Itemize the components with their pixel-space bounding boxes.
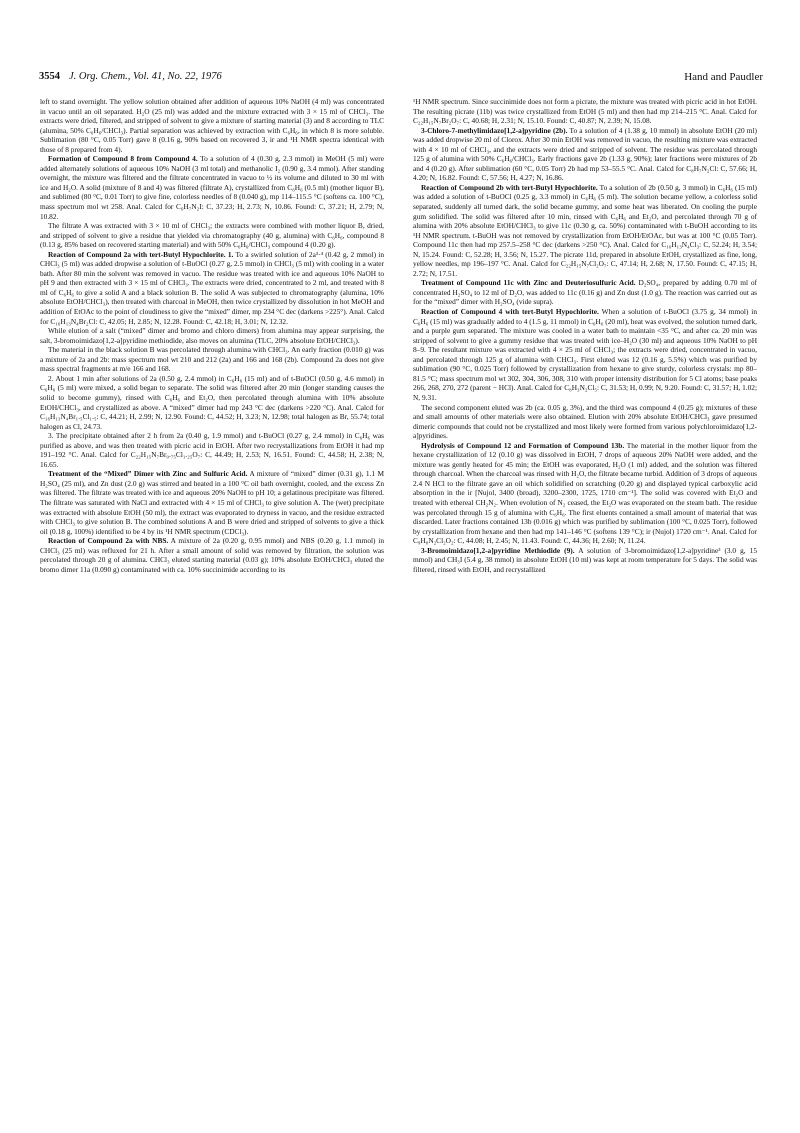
page-header	[39, 71, 763, 87]
paragraph-text: A solution of 3-bromoimidazo[1,2-a]pyridine³ (3.0 g, 15 mmol) and CH₃I (5.4 g, 38 mmol) in absolute EtOH (10 ml) was kept at room temperature for 5 days. The solid was filtered, rinsed with EtOH, and recrystallized	[413, 545, 757, 574]
paragraph-heading: Reaction of Compound 2b with tert-Butyl Hypochlorite.	[421, 182, 598, 192]
paragraph-text: While elution of a salt (“mixed” dimer and bromo and chloro dimers) from alumina may appear surprising, the salt, 3-bromoimidazo[1,2-a]pyridine methiodide, also moves on alumina (TLC, 20% absolute EtOH/CHCl₃).	[40, 326, 384, 345]
paragraph	[40, 250, 384, 326]
paragraph-text: The material in the black solution B was percolated through alumina with CHCl₃. An early fraction (0.010 g) was a mixture of 2a and 2b: mass spectrum mol wt 210 and 212 (2a) and 166 and 168 (2b). Compound 2a does not give mass spectral fragments at m/e 166 and 168.	[40, 345, 384, 374]
paragraph	[40, 97, 384, 154]
paragraph-heading: Treatment of the “Mixed” Dimer with Zinc and Sulfuric Acid.	[48, 469, 248, 479]
paragraph-text: To a solution of 4 (1.38 g, 10 mmol) in absolute EtOH (20 ml) was added dropwise 20 ml of Clorox. After 30 min EtOH was removed in vacuo, the resulting mixture was extracted with 4 × 10 ml of CHCl₃, and the extracts were dried and stripped of solvent. The residue was percolated through 125 g of alumina with 50% C₆H₆/CHCl₃. Early fractions gave 2b (1.33 g, 90%); later fractions were mixtures of 2b and 4 (0.20 g). After sublimation (60 °C, 0.05 Torr) 2b had mp 53–55.5 °C. Anal. Calcd for C₈H₇N₂Cl: C, 57.66; H, 4.20; N, 16.82. Found: C, 57.56; H, 4.27; N, 16.86.	[413, 125, 757, 183]
paragraph-heading: Hydrolysis of Compound 12 and Formation of Compound 13b.	[421, 440, 625, 450]
paragraph-text: 2. About 1 min after solutions of 2a (0.50 g, 2.4 mmol) in C₆H₆ (15 ml) and of t-BuOCl (0.50 g, 4.6 mmol) in C₆H₆ (5 ml) were mixed, a solid began to separate. The solid was filtered after 20 min (longer standing causes the solid to become gummy), rinsed with C₆H₆ and Et₂O, then percolated through alumina with 10% absolute EtOH/CHCl₃, and crystallized as above. A “mixed” dimer had mp 243 °C dec (darkens >220 °C). Anal. Calcd for C₁₆H₁₃N₄Br₁.₅Cl₁.₅: C, 44.21; H, 2.99; N, 12.90. Found: C, 44.52; H, 3.23; N, 12.98; total halogen as Br, 55.74; total halogen as Cl, 24.73.	[40, 373, 384, 431]
paragraph	[413, 441, 757, 546]
left-column	[40, 97, 384, 1107]
paragraph	[40, 374, 384, 431]
paragraph-text: A mixture of “mixed” dimer (0.31 g), 1.1 M H₂SO₄ (25 ml), and Zn dust (2.0 g) was stirred and heated in a 100 °C oil bath overnight, cooled, and the excess Zn was filtered. The filtrate was treated with ice and aqueous 20% NaOH to pH 10; a gelatinous precipitate was filtered. The filtrate was saturated with NaCl and extracted with 4 × 15 ml of CHCl₃ to give solution A. The (wet) precipitate was extracted with absolute EtOH (50 ml), the extract was evaporated to dryness in vacuo, and the residue extracted with CHCl₃ to give solution B. The combined solutions A and B were dried and stripped of solvents to give a thick oil (0.18 g, 100%) identified to be 4 by its ¹H NMR spectrum (CDCl₃).	[40, 469, 384, 536]
paragraph-text: The second component eluted was 2b (ca. 0.05 g, 3%), and the third was compound 4 (0.25 g); mixtures of these and small amounts of other materials were also obtained. Elution with 20% absolute EtOH/CHCl₃ gave presumed dimeric compounds that could not be crystallized and most likely were formed from various polychloroimidazo[1,2-a]pyridines.	[413, 402, 757, 441]
paragraph-heading: 3-Chloro-7-methylimidazo[1,2-a]pyridine (2b).	[421, 125, 568, 135]
paragraph	[413, 126, 757, 183]
paragraph	[40, 431, 384, 469]
paragraph	[40, 154, 384, 221]
paragraph	[40, 536, 384, 574]
paragraph-heading: 3-Bromoimidazo[1,2-a]pyridine Methiodide (9).	[421, 545, 575, 555]
paragraph-heading: Formation of Compound 8 from Compound 4.	[48, 154, 198, 164]
paragraph-text: To a swirled solution of 2a³·⁴ (0.42 g, 2 mmol) in CHCl₃ (5 ml) was added dropwise a solution of t-BuOCl (0.27 g, 2.5 mmol) in CHCl₃ (5 ml) with cooling in a water bath. After 80 min the solvent was removed in vacuo. The residue was treated with ice and aqueous 10% NaOH to pH 9 and then extracted with 3 × 15 ml of CHCl₃. The extracts were dried, concentrated to 2 ml, and treated with 8 ml of C₆H₆ to give a solid A and a black solution B. The solid A was subjected to chromatography (alumina, 10% absolute EtOH/CHCl₃), then treated with charcoal in MeOH, then twice crystallized by dissolution in hot MeOH and addition of EtOAc to the point of cloudiness to give the “mixed” dimer, mp 234 °C dec (darkens >225°). Anal. Calcd for C₁₆H₁₃N₄Br₂Cl: C, 42.05; H, 2.85; N, 12.28. Found: C, 42.18; H, 3.01; N, 12.32.	[40, 249, 384, 326]
paragraph-text: 3. The precipitate obtained after 2 h from 2a (0.40 g, 1.9 mmol) and t-BuOCl (0.27 g, 2.4 mmol) in C₆H₆ was purified as above, and was then treated with picric acid in EtOH. After two recrystallizations from EtOH it had mp 191–192 °C. Anal. Calcd for C₂₂H₁₅N₇Br₀.₇₅Cl₁.₂₅O₇: C, 44.49; H, 2.53; N, 16.51. Found: C, 44.58; H, 2.38; N, 16.65.	[40, 431, 384, 469]
paragraph-text: The material in the mother liquor from the hexane crystallization of 12 (0.10 g) was dissolved in EtOH, 7 drops of aqueous 20% NaOH were added, and the mixture was gently heated for 45 min; the EtOH was evaporated, H₂O (1 ml) added, and the solution was filtered through charcoal. When the charcoal was rinsed with H₂O, the filtrate became turbid. Addition of 3 drops of aqueous 2.4 N HCl to the filtrate gave an oil which solidified on scratching (0.20 g) and displayed typical carboxylic acid absorption in the ir [Nujol, 3400 (broad), 3200–2300, 1725, 1710 cm⁻¹]. The solid was covered with Et₂O and treated with ethereal CH₂N₂. When evolution of N₂ ceased, the Et₂O was evaporated on the steam bath. The residue was percolated through 15 g of alumina with C₆H₆. The first eluents contained a small amount of material that was discarded. Later fractions contained 13b (0.016 g) which was purified by sublimation (100 °C, 0.025 Torr), followed by crystallization from hexane and then had mp 141–146 °C (softens 139 °C); ir (Nujol) 1720 cm⁻¹. Anal. Calcd for C₉H₈N₂Cl₂O₂: C, 44.08; H, 2.45; N, 11.43. Found: C, 44.36; H, 2.60; N, 11.24.	[413, 440, 757, 546]
paragraph	[413, 546, 757, 575]
paragraph-text: ¹H NMR spectrum. Since succinimide does not form a picrate, the mixture was treated with picric acid in hot EtOH. The resulting picrate (11b) was twice crystallized from EtOH (5 ml) and then had mp 214–215 °C. Anal. Calcd for C₂₂H₁₅N₇Br₂O₇: C, 40.68; H, 2.31; N, 15.10. Found: C, 40.87; N, 2.39; N, 15.08.	[413, 97, 757, 126]
paragraph-text: When a solution of t-BuOCl (3.75 g, 34 mmol) in C₆H₆ (15 ml) was gradually added to 4 (1.5 g, 11 mmol) in C₆H₆ (20 ml), heat was evolved, the solution turned dark, and a purple gum separated. The mixture was cooled in a water bath to maintain <35 °C, and after ca. 20 min was stripped of solvent to give a gummy residue that was treated with ice–H₂O (30 ml) and aqueous 10% NaOH to pH 8–9. The resultant mixture was extracted with 4 × 25 ml of CHCl₃; the extracts were dried, concentrated in vacuo, and percolated through 125 g of alumina with CHCl₃. First eluted was 12 (0.16 g, 5.5%) which was purified by sublimation (90 °C, 0.025 Torr) followed by crystallization from hexane to give sturdy, colorless crystals: mp 80–81.5 °C; mass spectrum mol wt 302, 304, 306, 308, 310 with proper intensity distribution for 5 Cl atoms; base peaks 266, 268, 270, 272 (parent − HCl). Anal. Calcd for C₈H₃N₂Cl₅: C, 31.53; H, 0.99; N, 9.20. Found: C, 31.57; H, 1.02; N, 9.31.	[413, 307, 757, 402]
paragraph-text: A mixture of 2a (0.20 g, 0.95 mmol) and NBS (0.20 g, 1.1 mmol) in CHCl₃ (25 ml) was refluxed for 21 h. After a small amount of solid was removed by filtration, the solution was percolated through 20 g of alumina. CHCl₃ eluted starting material (0.03 g); 10% absolute EtOH/CHCl₃ eluted the bromo dimer 11a (0.090 g) contaminated with ca. 10% succinimide according to its	[40, 536, 384, 574]
journal-citation: J. Org. Chem., Vol. 41, No. 22, 1976	[69, 71, 222, 82]
paragraph-heading: Reaction of Compound 2a with NBS.	[48, 536, 169, 546]
paragraph-text: To a solution of 4 (0.30 g, 2.3 mmol) in MeOH (5 ml) were added alternately solutions of aqueous 10% NaOH (3 ml total) and methanolic I₂ (0.90 g, 3.4 mmol). After standing overnight, the mixture was filtered and the filtrate concentrated in vacuo to ½ its volume and diluted to 30 ml with ice and H₂O. A solid (mixture of 8 and 4) was filtered (filtrate A), crystallized from C₆H₆ (0.5 ml) (mother liquor B), and sublimed (80 °C, 0.01 Torr) to give fine, colorless needles of 8 (0.040 g), mp 114–115.5 °C (softens ca. 100 °C), mass spectrum mol wt 258. Anal. Calcd for C₆H₇N₂I: C, 37.23; H, 2.73; N, 10.86. Found: C, 37.21; H, 2.79; N, 10.82.	[40, 154, 384, 221]
right-column	[413, 97, 757, 1107]
paragraph	[40, 345, 384, 374]
paragraph-heading: Reaction of Compound 2a with tert-Butyl Hypochlorite. 1.	[48, 249, 234, 259]
paragraph-heading: Reaction of Compound 4 with tert-Butyl Hypochlorite.	[421, 307, 599, 317]
paragraph	[40, 221, 384, 250]
paragraph	[413, 278, 757, 307]
paragraph	[413, 307, 757, 402]
paragraph-text: D₂SO₄, prepared by adding 0.70 ml of concentrated H₂SO₄ to 12 ml of D₂O, was added to 11c (0.16 g) and Zn dust (1.0 g). The reaction was carried out as for the “mixed” dimer with H₂SO₄ (vide supra).	[413, 278, 757, 307]
paragraph	[413, 403, 757, 441]
paragraph	[40, 326, 384, 345]
paragraph-heading: Treatment of Compound 11c with Zinc and Deuteriosulfuric Acid.	[421, 278, 636, 288]
paragraph-text: The filtrate A was extracted with 3 × 10 ml of CHCl₃; the extracts were combined with mother liquor B, dried, and stripped of solvent to give a residue that yielded via chromatography (40 g, alumina) with C₆H₆, compound 8 (0.13 g, 85% based on recovered starting material) and with 50% C₆H₆/CHCl₃ compound 4 (0.20 g).	[40, 221, 384, 250]
paragraph-text: To a solution of 2b (0.50 g, 3 mmol) in C₆H₆ (15 ml) was added a solution of t-BuOCl (0.25 g, 3.3 mmol) in C₆H₆ (5 ml). The solution became yellow, a colorless solid separated, suddenly all turned dark, the solid became gummy, and some heat was liberated. On cooling the purple gum solidified. The solid was filtered after 10 min, rinsed with C₆H₆ and Et₂O, and percolated through 70 g of alumina with 20% absolute EtOH/CHCl₃ to give 11c (0.30 g, ca. 50%) contaminated with t-BuOH according to its ¹H NMR spectrum. t-BuOH was not removed by crystallization from EtOH/EtOAc, but was at 100 °C (0.05 Torr). Compound 11c then had mp 257.5–258 °C dec (darkens >250 °C). Anal. Calcd for C₁₆H₁₃N₄Cl₃: C, 52.24; H, 3.54; N, 15.24. Found: C, 52.28; H, 3.56; N, 15.27. The picrate 11d, prepared in absolute EtOH, crystallized as fine, long, yellow needles, mp 196–197 °C. Anal. Calcd for C₂₂H₁₅N₇Cl₂O₇: C, 47.14; H, 2.68; N, 17.50. Found: C, 47.15; H, 2.72; N, 17.51.	[413, 182, 757, 278]
page-number: 3554	[39, 71, 60, 82]
paragraph	[413, 97, 757, 126]
paragraph	[40, 469, 384, 536]
paragraph	[413, 183, 757, 278]
running-authors: Hand and Paudler	[684, 71, 763, 83]
paragraph-text: left to stand overnight. The yellow solution obtained after addition of aqueous 10% NaOH (4 ml) was concentrated in vacuo until an oil separated. H₂O (25 ml) was added and the mixture extracted with 3 × 15 ml of CHCl₃. The extracts were dried, filtered, and stripped of solvent to give a mixture of starting material (3) and 8 according to TLC (alumina, 50% C₆H₆/CHCl₃). Partial separation was achieved by extraction with C₆H₆, in which 8 is more soluble. Sublimation (80 °C, 0.05 Torr) gave 8 (0.16 g, 90% based on recovered 3, ir and ¹H NMR spectra identical with those of 8 prepared from 4).	[40, 97, 384, 154]
